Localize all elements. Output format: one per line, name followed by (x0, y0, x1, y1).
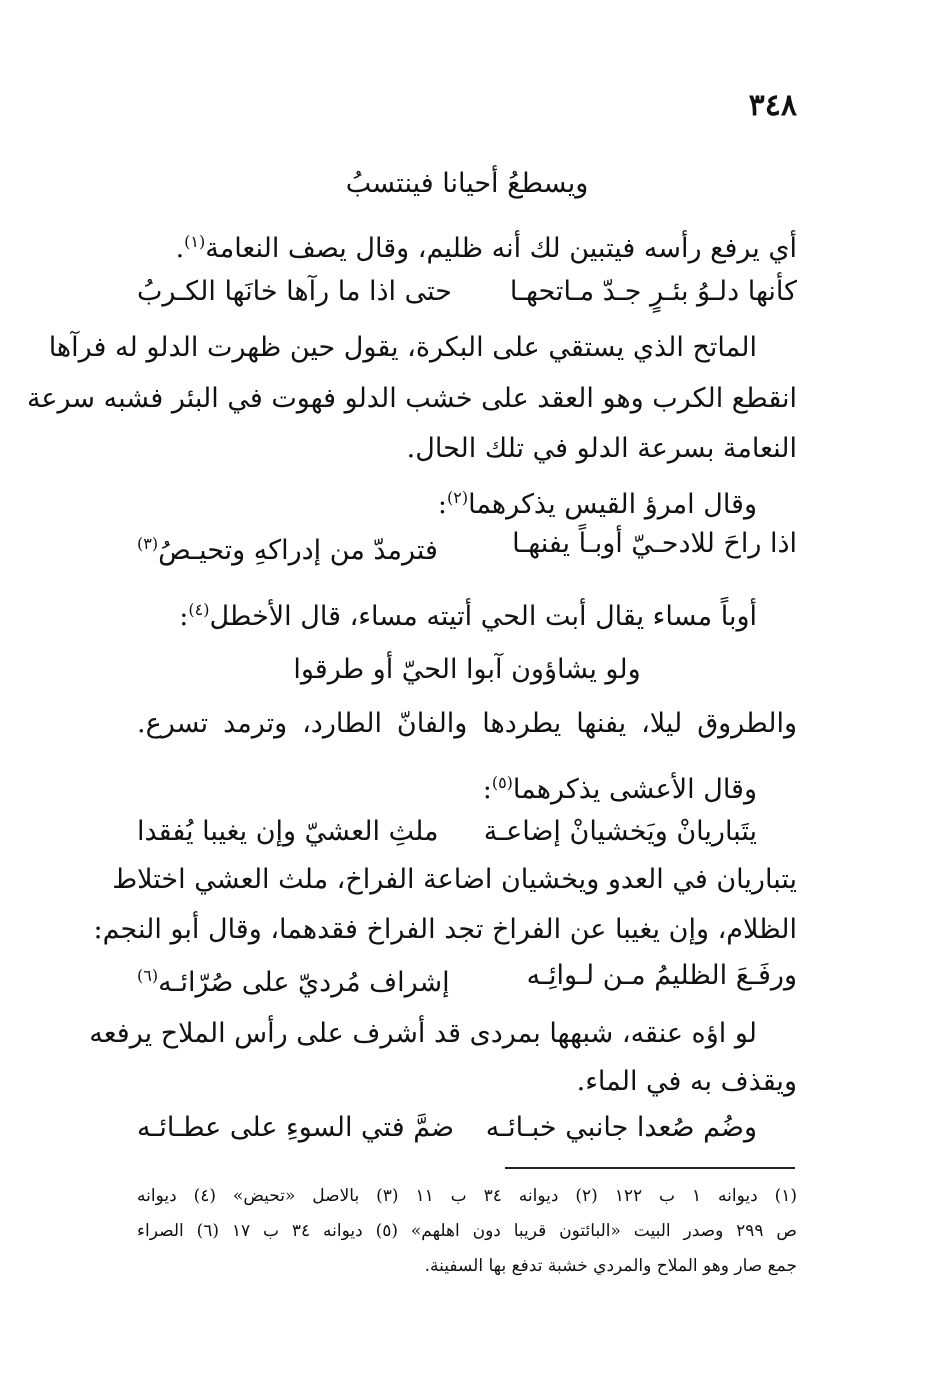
text-span: إشراف مُرديّ على صُرّائـه (158, 967, 450, 998)
text-line: لو اؤه عنقه، شبهها بمردى قد أشرف على رأس الملاح يرفعه (89, 1018, 757, 1049)
verse-first-hemistich: اذا راحَ للادحـيّ أوبـاً يفنهـا (512, 528, 797, 559)
footnote-marker: (١) (184, 232, 206, 251)
verse-first-hemistich: كأنها دلـوُ بئـرٍ جـدّ مـاتحهـا (509, 276, 797, 307)
text-line (137, 222, 797, 269)
text-span: وقال امرؤ القيس يذكرهما (468, 489, 757, 520)
text-line: الظلام، وإن يغيبا عن الفراخ تجد الفراخ فقدهما، وقال أبو النجم: (93, 914, 797, 945)
text-span: : (482, 774, 492, 805)
footnote-marker: (٢) (447, 488, 469, 507)
text-line: الماتح الذي يستقي على البكرة، يقول حين ظهرت الدلو له فرآها (48, 332, 757, 363)
text-span: : (437, 489, 447, 520)
text-line: يتباريان في العدو ويخشيان اضاعة الفراخ، ملث العشي اختلاط (112, 864, 797, 895)
poem-verse (137, 524, 797, 571)
footnote-line: جمع صار وهو الملاح والمردي خشبة تدفع بها السفينة. (424, 1256, 797, 1276)
page-number: ٣٤٨ (748, 88, 797, 123)
verse-second-hemistich: حتى اذا ما رآها خانَها الكـربُ (137, 276, 452, 307)
text-span: . (175, 233, 185, 264)
verse-second-hemistich (137, 956, 450, 1003)
footnote-marker: (٦) (137, 966, 159, 985)
footnote-marker: (٤) (188, 600, 210, 619)
footnote-divider (505, 1167, 795, 1169)
verse-first-hemistich: يتَباريانْ ويَخشيانْ إضاعـة (483, 816, 757, 847)
text-line: والطروق ليلا، يفنها يطردها والفانّ الطارد، وترمد تسرع. (137, 708, 797, 739)
verse-first-hemistich: وضُم صُعدا جانبي خبـائـه (485, 1112, 757, 1143)
text-line (137, 763, 757, 810)
verse-line: ولو يشاؤون آبوا الحيّ أو طرقوا (293, 654, 641, 685)
footnote-line: (١) ديوانه ١ ب ١٢٢ (٢) ديوانه ٣٤ ب ١١ (٣) بالاصل «تحيض» (٤) ديوانه (137, 1186, 798, 1206)
text-span: أوباً مساء يقال أبت الحي أتيته مساء، قال الأخطل (209, 601, 757, 632)
text-line (137, 478, 757, 525)
text-span: أي يرفع رأسه فيتبين لك أنه ظليم، وقال يصف النعامة (205, 233, 797, 264)
text-line: انقطع الكرب وهو العقد على خشب الدلو فهوت في البئر فشبه سرعة (26, 383, 797, 414)
text-span: وقال الأعشى يذكرهما (512, 774, 757, 805)
text-line: ويقذف به في الماء. (576, 1066, 797, 1097)
text-span: : (179, 601, 189, 632)
text-span: فترمدّ من إدراكهِ وتحيـصُ (158, 535, 438, 566)
verse-second-hemistich: ملثِ العشيّ وإن يغيبا يُفقدا (137, 816, 439, 847)
poem-verse (137, 272, 797, 312)
poem-verse (137, 956, 797, 1003)
verse-line: ويسطعُ أحيانا فينتسبُ (345, 168, 589, 199)
footnote-marker: (٥) (491, 773, 513, 792)
poem-verse (137, 812, 757, 852)
footnote-marker: (٣) (137, 534, 159, 553)
verse-second-hemistich: ضمَّ فتي السوءِ على عطـائـه (137, 1112, 455, 1143)
poem-verse (137, 1108, 757, 1148)
text-line: النعامة بسرعة الدلو في تلك الحال. (406, 433, 797, 464)
text-line (137, 590, 757, 637)
verse-first-hemistich: ورفَـعَ الظليمُ مـن لـوائِـه (526, 960, 797, 991)
verse-second-hemistich (137, 524, 438, 571)
footnote-line: ص ٢٩٩ وصدر البيت «البائتون قريبا دون اهلهم» (٥) ديوانه ٣٤ ب ١٧ (٦) الصراء (137, 1221, 797, 1241)
